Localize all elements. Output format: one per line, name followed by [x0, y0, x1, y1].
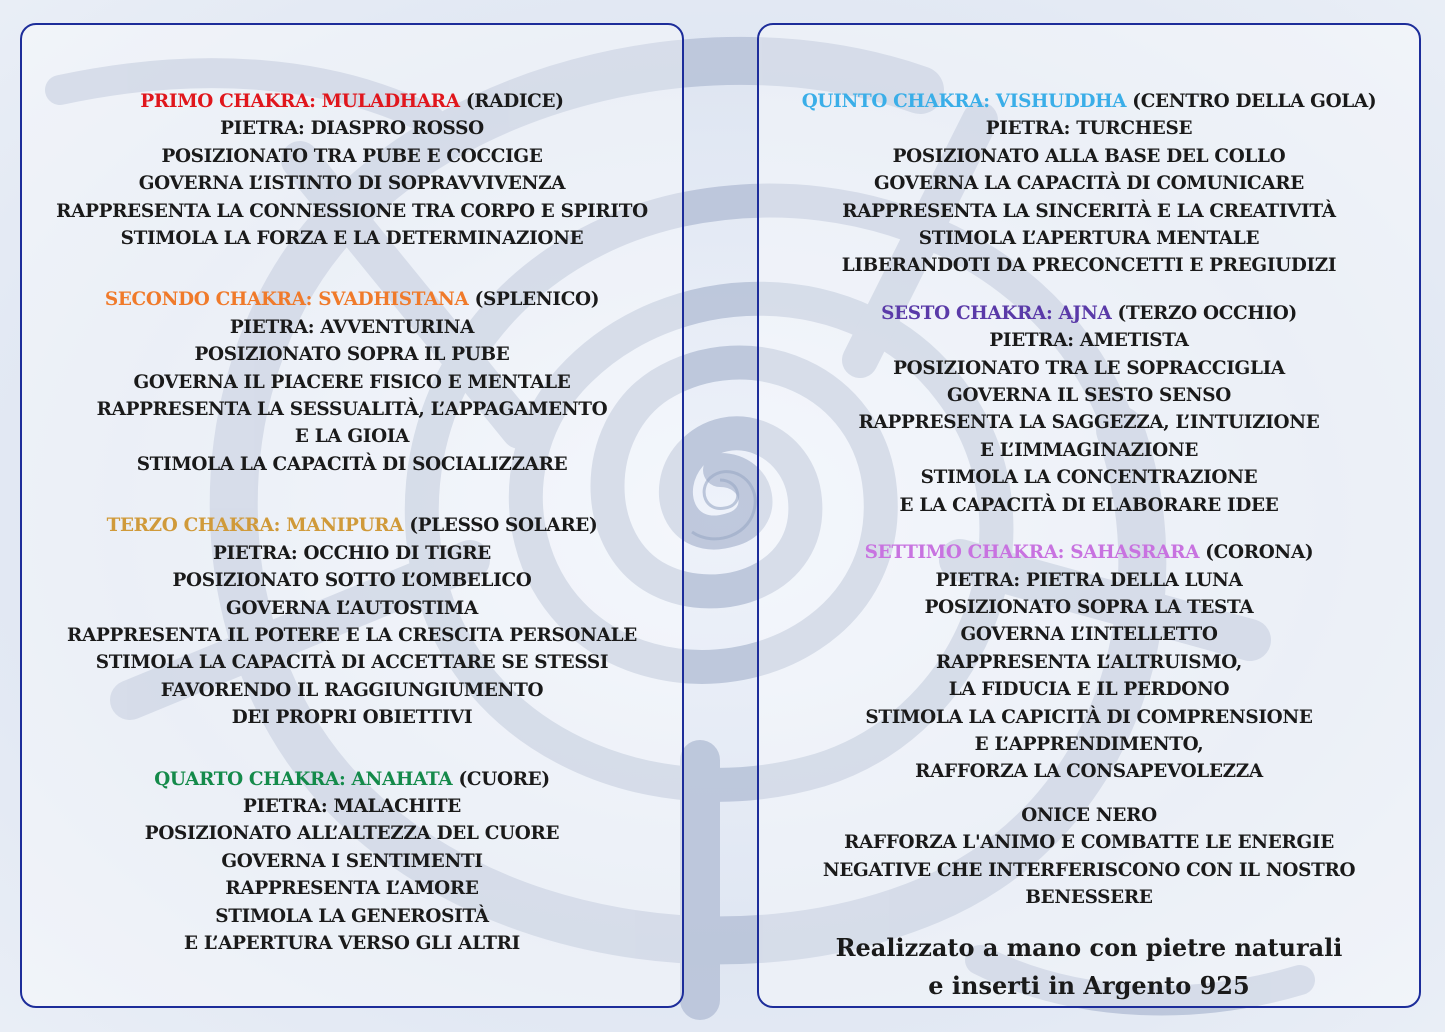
right-panel	[757, 23, 1421, 1008]
left-content	[22, 88, 682, 957]
chakra-line: STIMOLA LA CAPACITÀ DI SOCIALIZZARE	[136, 453, 568, 475]
chakra-line: RAPPRESENTA L’AMORE	[225, 878, 479, 900]
chakra-line: RAPPRESENTA LA SESSUALITÀ, L’APPAGAMENTO	[96, 399, 608, 421]
chakra-line: STIMOLA LA CAPACITÀ DI ACCETTARE SE STESSI	[95, 652, 609, 674]
chakra-line: GOVERNA L’ISTINTO DI SOPRAVVIVENZA	[138, 173, 566, 195]
chakra-line: LIBERANDOTI DA PRECONCETTI E PREGIUDIZI	[841, 255, 1337, 277]
chakra-title: PRIMO CHAKRA: MULADHARA	[140, 91, 460, 112]
chakra-heading	[22, 766, 682, 793]
chakra-heading	[759, 539, 1419, 566]
footer-line: Realizzato a mano con pietre naturali	[835, 933, 1343, 963]
chakra-line: E LA CAPACITÀ DI ELABORARE IDEE	[899, 494, 1279, 516]
chakra-line: STIMOLA L’APERTURA MENTALE	[918, 228, 1260, 250]
chakra-heading	[22, 88, 682, 115]
onice-line: ONICE NERO	[1021, 804, 1157, 826]
chakra-line: RAPPRESENTA LA SINCERITÀ E LA CREATIVITÀ	[842, 200, 1336, 222]
chakra-line: POSIZIONATO SOTTO L’OMBELICO	[172, 570, 532, 592]
chakra-title: SESTO CHAKRA: AJNA	[881, 302, 1112, 324]
onice-line: BENESSERE	[1025, 886, 1153, 908]
chakra-line: POSIZIONATO TRA LE SOPRACCIGLIA	[893, 357, 1285, 379]
chakra-line: RAPPRESENTA L’ALTRUISMO,	[936, 651, 1242, 673]
chakra-line: GOVERNA L’INTELLETTO	[960, 624, 1218, 646]
chakra-line: GOVERNA LA CAPACITÀ DI COMUNICARE	[873, 173, 1305, 195]
chakra-subtitle: (TERZO OCCHIO)	[1111, 302, 1297, 324]
chakra-line: E L’APERTURA VERSO GLI ALTRI	[184, 932, 520, 954]
chakra-line: POSIZIONATO SOPRA LA TESTA	[924, 596, 1254, 618]
chakra-line: GOVERNA I SENTIMENTI	[221, 850, 483, 872]
chakra-heading	[759, 300, 1419, 327]
chakra-line: RAPPRESENTA LA CONNESSIONE TRA CORPO E SPIRITO	[56, 200, 648, 222]
chakra-subtitle: (RADICE)	[459, 91, 564, 112]
chakra-line: STIMOLA LA GENEROSITÀ	[215, 905, 489, 927]
left-panel	[20, 23, 684, 1008]
chakra-line: PIETRA: PIETRA DELLA LUNA	[935, 569, 1243, 591]
chakra-subtitle: (CENTRO DELLA GOLA)	[1126, 91, 1377, 112]
chakra-section-svadhistana	[22, 286, 682, 478]
chakra-heading	[22, 286, 682, 313]
chakra-heading	[759, 88, 1419, 115]
chakra-line: RAPPRESENTA IL POTERE E LA CRESCITA PERSONALE	[67, 624, 637, 646]
footer-note	[759, 929, 1419, 1005]
chakra-line: FAVORENDO IL RAGGIUNGIUMENTO	[160, 679, 544, 701]
chakra-line: DEI PROPRI OBIETTIVI	[231, 707, 473, 729]
chakra-line: E L’IMMAGINAZIONE	[979, 439, 1199, 461]
chakra-title: QUARTO CHAKRA: ANAHATA	[154, 768, 453, 790]
chakra-line: LA FIDUCIA E IL PERDONO	[948, 679, 1230, 701]
chakra-heading	[22, 512, 682, 539]
chakra-line: E LA GIOIA	[294, 426, 410, 448]
chakra-line: POSIZIONATO TRA PUBE E COCCIGE	[161, 145, 543, 167]
chakra-title: SETTIMO CHAKRA: SAHASRARA	[864, 542, 1200, 564]
chakra-subtitle: (PLESSO SOLARE)	[403, 515, 598, 537]
chakra-line: POSIZIONATO ALL’ALTEZZA DEL CUORE	[144, 823, 560, 845]
chakra-line: PIETRA: AMETISTA	[989, 330, 1189, 352]
chakra-section-vishuddha	[759, 88, 1419, 280]
chakra-line: STIMOLA LA FORZA E LA DETERMINAZIONE	[120, 228, 584, 250]
chakra-line: POSIZIONATO SOPRA IL PUBE	[194, 344, 510, 366]
chakra-section-muladhara	[22, 88, 682, 252]
chakra-subtitle: (SPLENICO)	[468, 289, 600, 311]
chakra-line: STIMOLA LA CAPICITÀ DI COMPRENSIONE	[865, 706, 1313, 728]
chakra-line: PIETRA: AVVENTURINA	[229, 316, 475, 338]
chakra-line: PIETRA: DIASPRO ROSSO	[220, 118, 484, 140]
onice-line: RAFFORZA L'ANIMO E COMBATTE LE ENERGIE	[844, 832, 1334, 854]
chakra-title: SECONDO CHAKRA: SVADHISTANA	[104, 289, 469, 311]
chakra-title: TERZO CHAKRA: MANIPURA	[106, 515, 404, 537]
chakra-line: STIMOLA LA CONCENTRAZIONE	[920, 467, 1258, 489]
chakra-line: GOVERNA IL PIACERE FISICO E MENTALE	[133, 371, 571, 393]
chakra-line: PIETRA: OCCHIO DI TIGRE	[213, 542, 491, 564]
chakra-line: RAFFORZA LA CONSAPEVOLEZZA	[915, 761, 1263, 783]
onice-line: NEGATIVE CHE INTERFERISCONO CON IL NOSTRO	[822, 859, 1356, 881]
chakra-section-sahasrara	[759, 539, 1419, 786]
chakra-line: PIETRA: TURCHESE	[985, 118, 1193, 140]
chakra-section-ajna	[759, 300, 1419, 519]
onice-nero-section	[759, 802, 1419, 912]
chakra-section-manipura	[22, 512, 682, 731]
right-content	[759, 88, 1419, 1005]
chakra-subtitle: (CUORE)	[452, 768, 550, 790]
chakra-line: POSIZIONATO ALLA BASE DEL COLLO	[892, 145, 1286, 167]
chakra-line: GOVERNA IL SESTO SENSO	[947, 385, 1231, 407]
chakra-line: E L’APPRENDIMENTO,	[974, 733, 1204, 755]
footer-line: e inserti in Argento 925	[928, 971, 1250, 1001]
chakra-section-anahata	[22, 766, 682, 958]
chakra-line: PIETRA: MALACHITE	[243, 795, 461, 817]
chakra-subtitle: (CORONA)	[1199, 542, 1314, 564]
chakra-title: QUINTO CHAKRA: VISHUDDHA	[801, 91, 1127, 112]
chakra-line: GOVERNA L’AUTOSTIMA	[226, 597, 478, 619]
chakra-line: RAPPRESENTA LA SAGGEZZA, L’INTUIZIONE	[858, 412, 1320, 434]
